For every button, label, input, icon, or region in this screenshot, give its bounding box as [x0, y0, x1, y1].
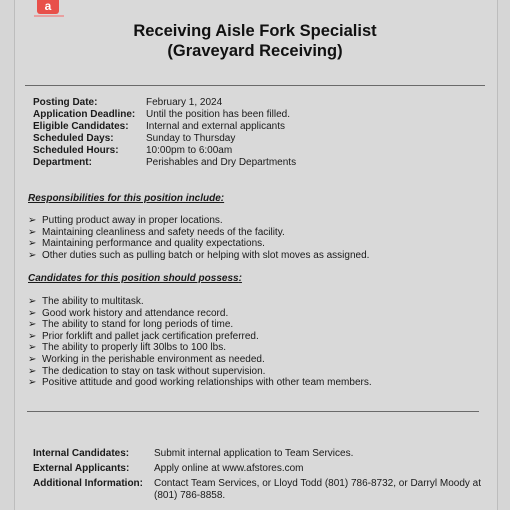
detail-label: Application Deadline: — [33, 109, 136, 120]
detail-value: Internal and external applicants — [146, 121, 285, 132]
list-item: ➢ The ability to multitask. — [28, 296, 144, 307]
detail-label: Scheduled Days: — [33, 133, 114, 144]
job-title: Receiving Aisle Fork Specialist — [133, 22, 377, 40]
detail-label: Posting Date: — [33, 97, 98, 108]
footer-label: External Applicants: — [33, 463, 130, 474]
list-item: ➢ Other duties such as pulling batch or helping with slot moves as assigned. — [28, 249, 370, 261]
detail-value: Perishables and Dry Departments — [146, 157, 297, 168]
detail-label: Scheduled Hours: — [33, 145, 119, 156]
detail-value: 10:00pm to 6:00am — [146, 145, 233, 156]
footer-value: Submit internal application to Team Services. — [154, 448, 354, 459]
arrow-bullet-icon: ➢ — [28, 377, 37, 389]
responsibilities-list — [28, 215, 369, 261]
list-item: ➢ The ability to properly lift 30lbs to 100 lbs. — [28, 342, 226, 354]
responsibilities-heading: Responsibilities for this position include: — [28, 193, 225, 204]
arrow-bullet-icon: ➢ — [28, 330, 37, 342]
footer-value: Apply online at www.afstores.com — [154, 463, 304, 474]
qualifications-heading: Candidates for this position should possess: — [28, 273, 242, 284]
list-item: ➢ Prior forklift and pallet jack certification preferred. — [28, 330, 259, 342]
detail-value: Until the position has been filled. — [146, 109, 290, 120]
logo-tagline — [34, 15, 64, 17]
list-item: ➢ Working in the perishable environment as needed. — [28, 353, 265, 365]
list-item: ➢ Positive attitude and good working relationships with other team members. — [28, 377, 372, 389]
detail-value: February 1, 2024 — [146, 97, 223, 108]
arrow-bullet-icon: ➢ — [28, 226, 37, 238]
divider-top — [25, 85, 485, 86]
list-item: ➢ Putting product away in proper locations. — [28, 215, 223, 226]
logo-mark: a — [37, 0, 59, 14]
list-item: ➢ Good work history and attendance record. — [28, 307, 229, 319]
divider-bottom — [27, 411, 479, 412]
arrow-bullet-icon: ➢ — [28, 215, 37, 226]
arrow-bullet-icon: ➢ — [28, 296, 37, 307]
list-item: ➢ The ability to stand for long periods of time. — [28, 319, 234, 331]
job-subtitle: (Graveyard Receiving) — [167, 42, 343, 60]
detail-label: Eligible Candidates: — [33, 121, 129, 132]
arrow-bullet-icon: ➢ — [28, 319, 37, 331]
footer-value: Contact Team Services, or Lloyd Todd (801) 786-8732, or Darryl Moody at (801) 786-8858. — [154, 478, 482, 501]
footer-label: Internal Candidates: — [33, 448, 130, 459]
list-item: ➢ Maintaining cleanliness and safety needs of the facility. — [28, 226, 285, 238]
list-item: ➢ Maintaining performance and quality expectations. — [28, 238, 265, 250]
arrow-bullet-icon: ➢ — [28, 342, 37, 354]
footer-label: Additional Information: — [33, 478, 143, 489]
list-item: ➢ The dedication to stay on task without supervision. — [28, 365, 266, 377]
qualifications-list — [28, 296, 372, 389]
arrow-bullet-icon: ➢ — [28, 238, 37, 250]
arrow-bullet-icon: ➢ — [28, 365, 37, 377]
arrow-bullet-icon: ➢ — [28, 249, 37, 261]
company-logo — [34, 0, 66, 18]
detail-value: Sunday to Thursday — [146, 133, 236, 144]
detail-label: Department: — [33, 157, 92, 168]
arrow-bullet-icon: ➢ — [28, 353, 37, 365]
arrow-bullet-icon: ➢ — [28, 307, 37, 319]
